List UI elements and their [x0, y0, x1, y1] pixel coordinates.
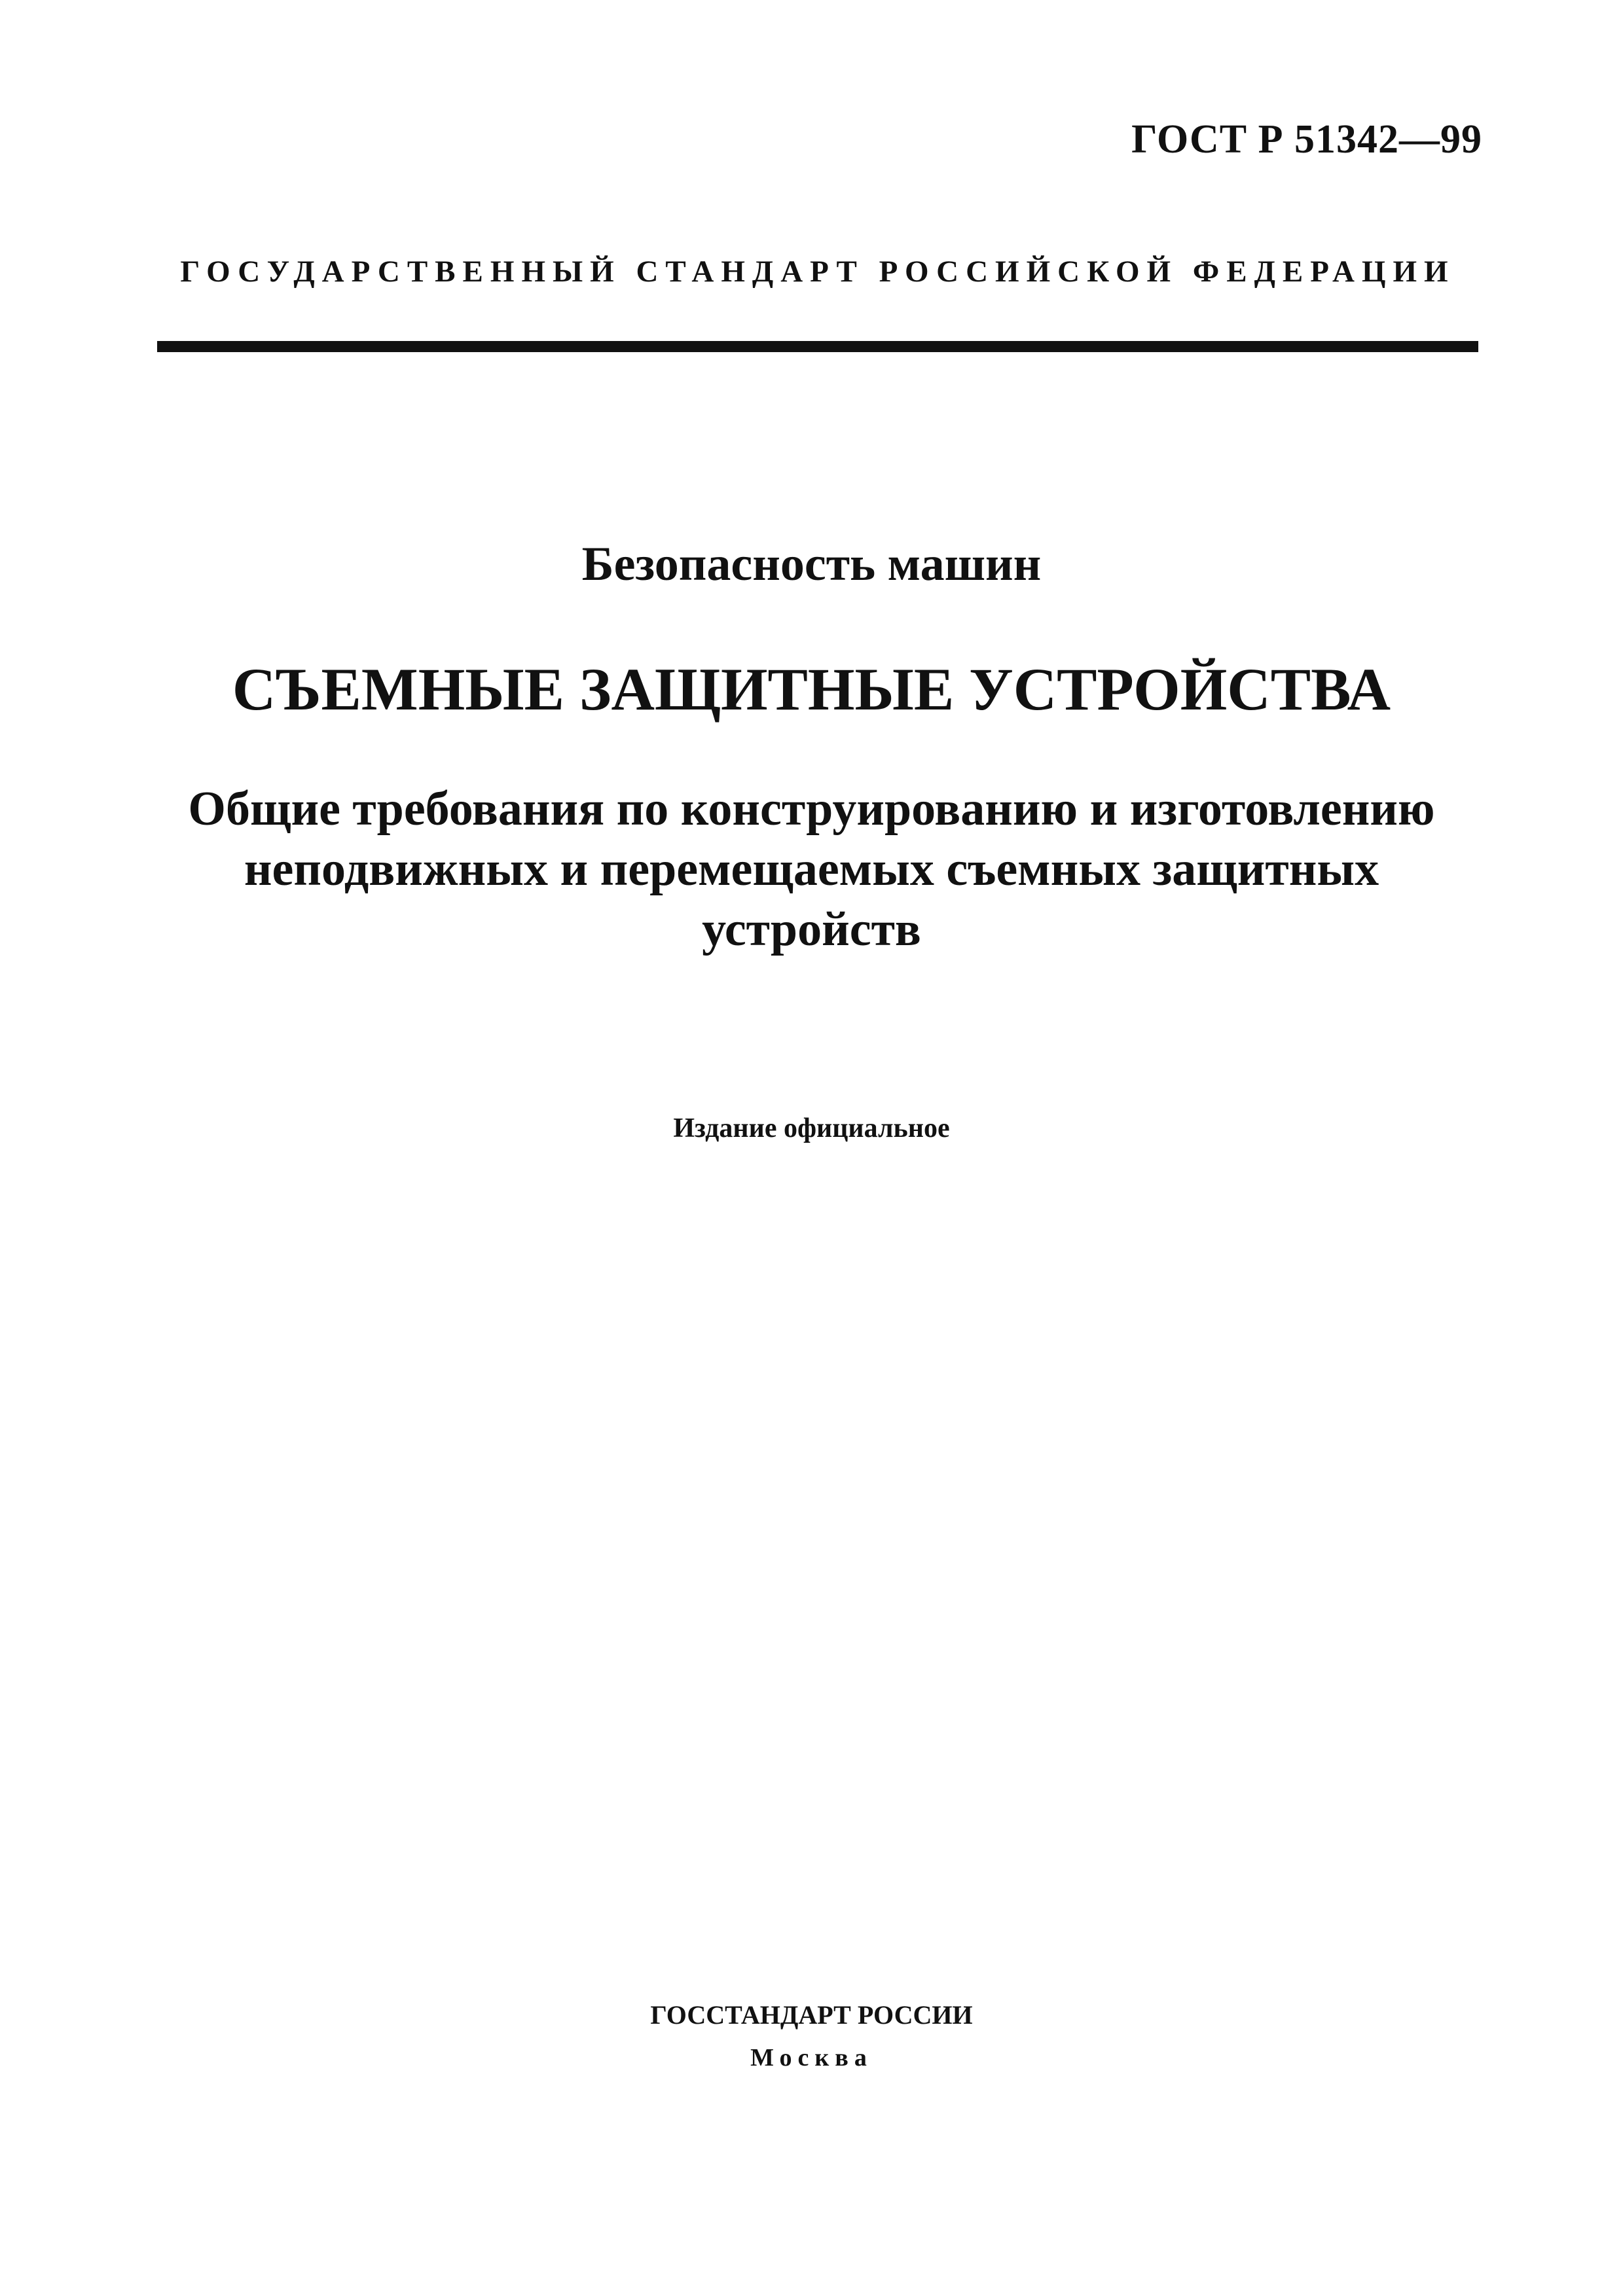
subtitle-line: устройств	[702, 903, 921, 956]
main-title: СЪЕМНЫЕ ЗАЩИТНЫЕ УСТРОЙСТВА	[232, 656, 1391, 723]
document-number: ГОСТ Р 51342—99	[1131, 117, 1482, 162]
publication-city: Москва	[750, 2044, 873, 2072]
edition-note: Издание официальное	[673, 1113, 950, 1143]
publisher: ГОССТАНДАРТ РОССИИ	[650, 2000, 973, 2030]
subtitle-line: неподвижных и перемещаемых съемных защитных	[244, 842, 1379, 896]
subtitle	[0, 779, 1623, 960]
header-rule	[157, 341, 1478, 352]
supertitle: Безопасность машин	[581, 537, 1042, 591]
subtitle-line: Общие требования по конструированию и изготовлению	[188, 782, 1435, 836]
state-standard-heading: ГОСУДАРСТВЕННЫЙ СТАНДАРТ РОССИЙСКОЙ ФЕДЕРАЦИИ	[180, 255, 1455, 289]
